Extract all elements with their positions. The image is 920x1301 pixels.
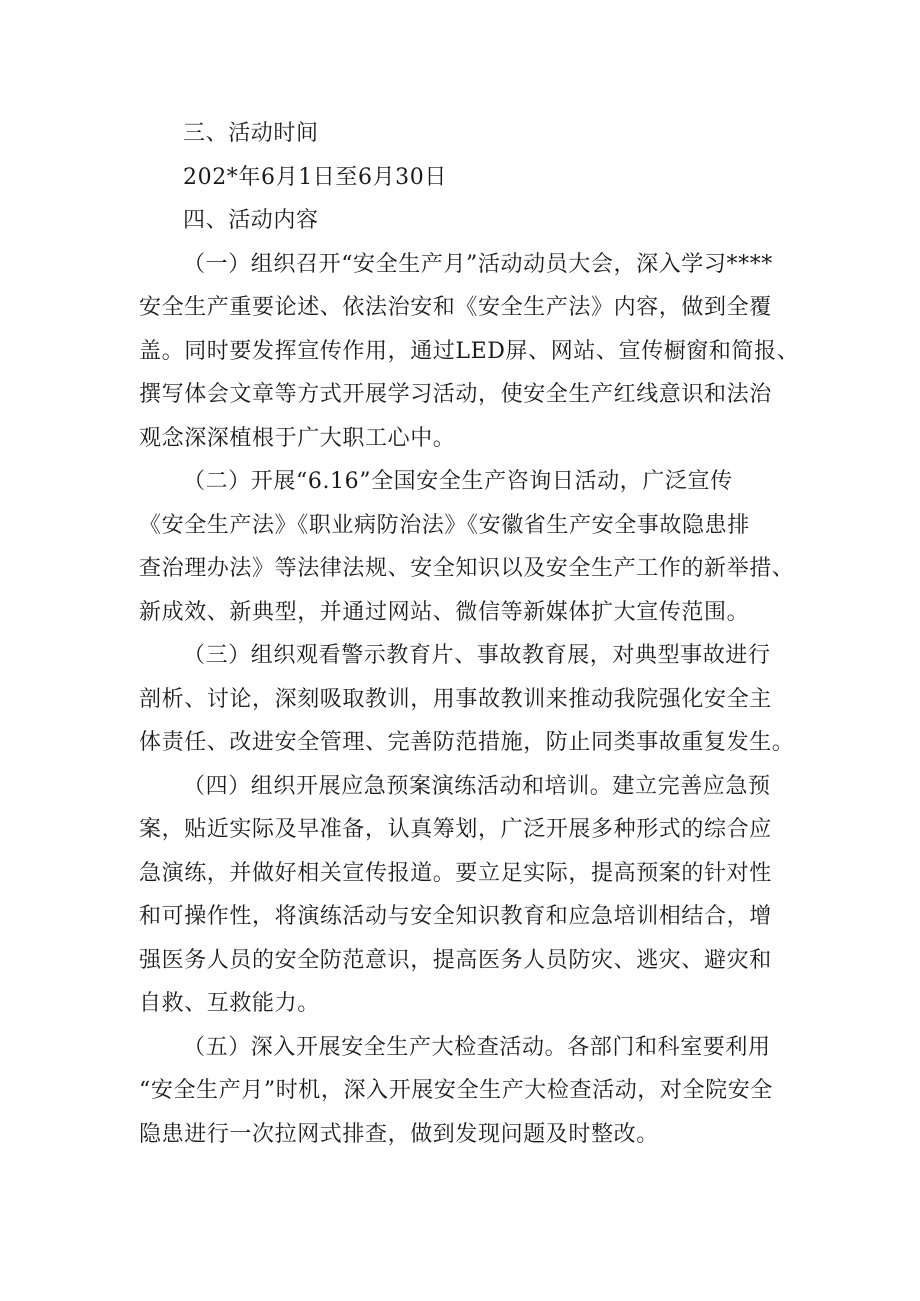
- paragraph-line: 自救、互救能力。: [139, 991, 320, 1016]
- paragraph-line: 新成效、新典型，并通过网站、微信等新媒体扩大宣传范围。: [139, 599, 750, 625]
- paragraph-line: （一）组织召开“安全生产月”活动动员大会，深入学习****: [183, 251, 773, 277]
- document-body: [139, 112, 800, 1156]
- paragraph-line: 案，贴近实际及早准备，认真筹划，广泛开展多种形式的综合应: [139, 817, 772, 842]
- paragraph-line: “安全生产月”时机，深入开展安全生产大检查活动，对全院安全: [139, 1078, 773, 1103]
- paragraph-line: 查治理办法》等法律法规、安全知识以及安全生产工作的新举措、: [139, 556, 795, 581]
- paragraph-4: [139, 765, 789, 1026]
- paragraph-3: [139, 634, 795, 765]
- paragraph-line: （二）开展“6.16”全国安全生产咨询日活动，广泛宣传: [183, 469, 733, 494]
- section-heading-activity-time: 三、活动时间: [183, 121, 319, 146]
- section-heading-activity-content: 四、活动内容: [183, 208, 319, 233]
- paragraph-line: 隐患进行一次拉网式排查，做到发现问题及时整改。: [139, 1121, 659, 1147]
- paragraph-line: 安全生产重要论述、依法治安和《安全生产法》内容，做到全覆: [139, 295, 772, 320]
- paragraph-line: （四）组织开展应急预案演练活动和培训。建立完善应急预: [183, 773, 771, 799]
- paragraph-line: 盖。同时要发挥宣传作用，通过LED屏、网站、宣传橱窗和简报、: [139, 338, 800, 364]
- paragraph-line: （五）深入开展安全生产大检查活动。各部门和科室要利用: [183, 1034, 771, 1060]
- paragraph-line: 《安全生产法》《职业病防治法》《安徽省生产安全事故隐患排: [139, 512, 750, 538]
- paragraph-line: 体责任、改进安全管理、完善防范措施，防止同类事故重复发生。: [139, 730, 795, 755]
- paragraph-line: 观念深深植根于广大职工心中。: [139, 425, 456, 451]
- paragraph-2: [139, 460, 795, 634]
- paragraph-line: 强医务人员的安全防范意识，提高医务人员防灾、逃灾、避灾和: [139, 947, 772, 973]
- paragraph-1: [139, 243, 800, 461]
- paragraph-5: [139, 1026, 789, 1157]
- paragraph-line: 急演练，并做好相关宣传报道。要立足实际，提高预案的针对性: [139, 860, 772, 886]
- activity-date-range: 202*年6月1日至6月30日: [183, 164, 447, 190]
- paragraph-line: 撰写体会文章等方式开展学习活动，使安全生产红线意识和法治: [139, 382, 772, 407]
- paragraph-line: （三）组织观看警示教育片、事故教育展，对典型事故进行: [183, 643, 771, 668]
- paragraph-line: 剖析、讨论，深刻吸取教训，用事故教训来推动我院强化安全主: [139, 686, 772, 712]
- paragraph-line: 和可操作性，将演练活动与安全知识教育和应急培训相结合，增: [139, 904, 772, 929]
